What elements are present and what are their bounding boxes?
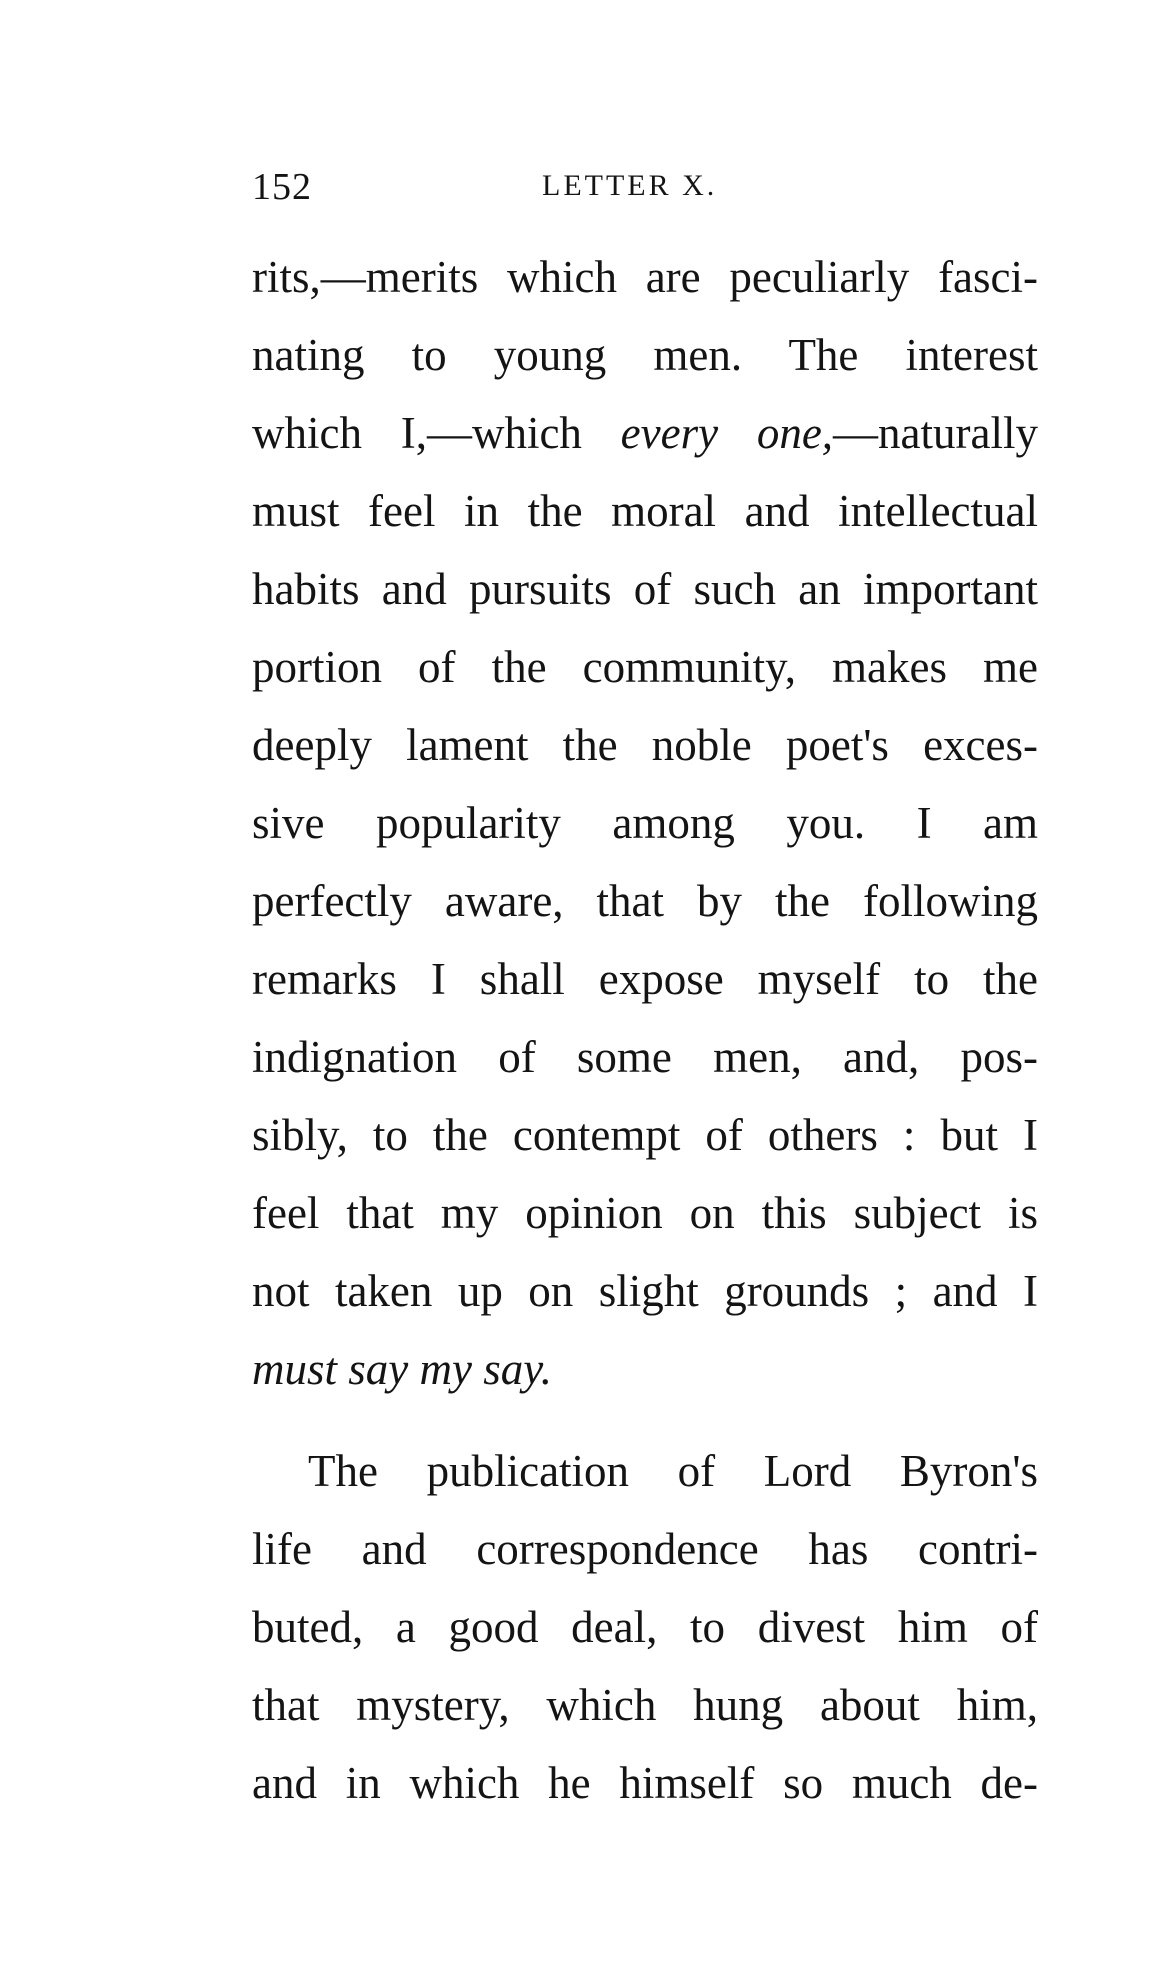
text-segment: which I,—which (252, 408, 621, 458)
text-line (252, 1330, 1038, 1408)
text-line: sive popularity among you. I am (252, 798, 1038, 848)
text-line: must feel in the moral and intellectual (252, 486, 1038, 536)
text-line: The publication of Lord Byron's (308, 1446, 1038, 1496)
text-segment: —naturally (833, 408, 1038, 458)
italic-text: every one, (620, 408, 834, 458)
text-line: rits,—merits which are peculiarly fasci- (252, 252, 1038, 302)
paragraph-gap (252, 1408, 1038, 1432)
running-head: LETTER X. (542, 169, 718, 202)
text-line: sibly, to the contempt of others : but I (252, 1110, 1038, 1160)
text-line: not taken up on slight grounds ; and I (252, 1266, 1038, 1316)
text-line: that mystery, which hung about him, (252, 1680, 1038, 1730)
text-line: nating to young men. The interest (252, 330, 1038, 380)
page-number: 152 (252, 166, 312, 208)
text-line: feel that my opinion on this subject is (252, 1188, 1038, 1238)
text-line: life and correspondence has contri- (252, 1524, 1038, 1574)
text-line (252, 394, 1038, 472)
text-line: and in which he himself so much de- (252, 1758, 1038, 1808)
text-line: deeply lament the noble poet's exces- (252, 720, 1038, 770)
text-line: portion of the community, makes me (252, 642, 1038, 692)
text-line: indignation of some men, and, pos- (252, 1032, 1038, 1082)
body-text (252, 238, 1038, 1822)
text-line: remarks I shall expose myself to the (252, 954, 1038, 1004)
text-line: habits and pursuits of such an important (252, 564, 1038, 614)
text-line: buted, a good deal, to divest him of (252, 1602, 1038, 1652)
italic-text: must say my say. (252, 1344, 552, 1394)
text-line: perfectly aware, that by the following (252, 876, 1038, 926)
page-header (252, 165, 1052, 215)
